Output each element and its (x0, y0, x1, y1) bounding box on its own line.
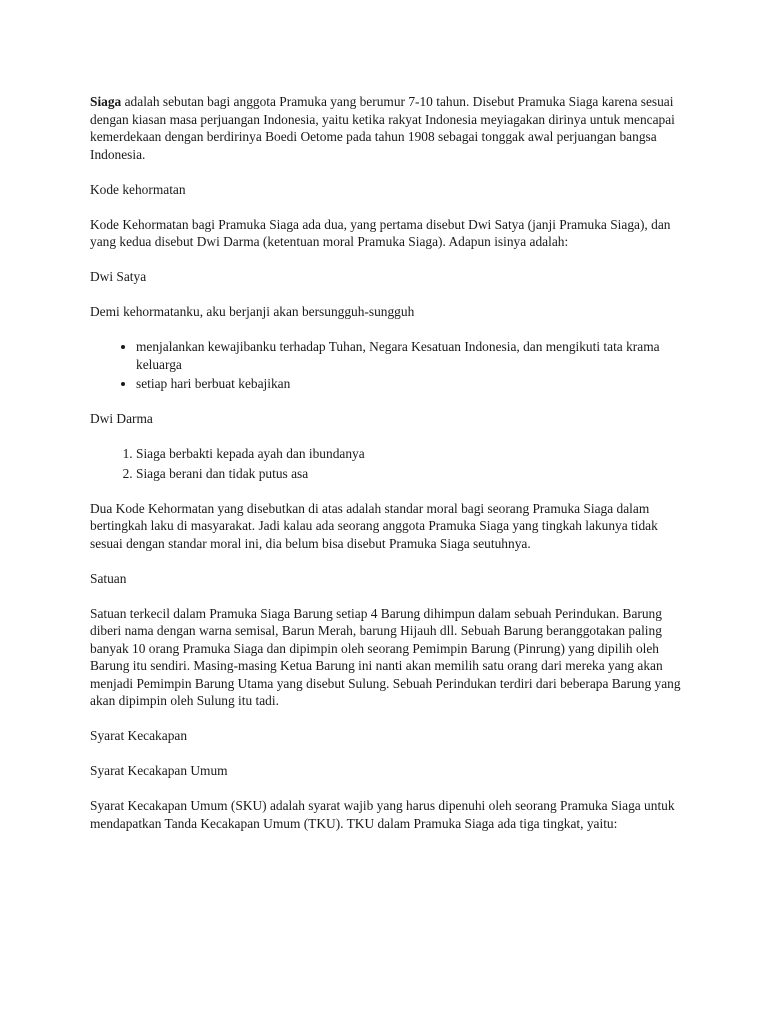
dwi-darma-paragraph: Dua Kode Kehormatan yang disebutkan di atas adalah standar moral bagi seorang Pramuka Siaga dalam bertingkah laku di masyarakat. Jadi kalau ada seorang anggota Pramuka Siaga yang tingkah lakunya tidak sesuai dengan standar moral ini, dia belum bisa disebut Pramuka Siaga seutuhnya. (90, 500, 658, 551)
heading-kode-kehormatan: Kode kehormatan (90, 181, 186, 197)
list-item: • setiap hari berbuat kebajikan (136, 375, 690, 393)
dwi-darma-list (90, 445, 690, 482)
list-item: • menjalankan kewajibanku terhadap Tuhan, Negara Kesatuan Indonesia, dan mengikuti tata krama keluarga (136, 338, 690, 373)
syarat-paragraph: Syarat Kecakapan Umum (SKU) adalah syarat wajib yang harus dipenuhi oleh seorang Pramuka Siaga untuk mendapatkan Tanda Kecakapan Umum (TKU). TKU dalam Pramuka Siaga ada tiga tingkat, yaitu: (90, 798, 675, 831)
heading-satuan: Satuan (90, 570, 127, 586)
intro-term: Siaga (90, 94, 122, 109)
heading-syarat-kecakapan: Syarat Kecakapan (90, 728, 188, 743)
dwi-satya-intro: Demi kehormatanku, aku berjanji akan bersungguh-sungguh (90, 304, 415, 319)
satuan-paragraph: Satuan terkecil dalam Pramuka Siaga Barung setiap 4 Barung dihimpun dalam sebuah Perindukan. Barung diberi nama dengan warna semisal, Barun Merah, barung Hijauh dll. Sebuah Barung beranggotakan paling banyak 10 orang Pramuka Siaga dan dipimpin oleh seorang Pemimpin Barung (Pinrung) yang dipilih oleh Barung itu sendiri. Masing-masing Ketua Barung ini nanti akan memilih satu orang dari mereka yang akan menjadi Pemimpin Barung Utama yang disebut Sulung. Sebuah Perindukan terdiri dari beberapa Barung yang akan dipimpin oleh Sulung itu tadi. (90, 605, 681, 708)
list-item: 2. Siaga berani dan tidak putus asa (136, 465, 690, 483)
intro-text: adalah sebutan bagi anggota Pramuka yang berumur 7-10 tahun. Disebut Pramuka Siaga karena sesuai dengan kiasan masa perjuangan Indonesia, yaitu ketika rakyat Indonesia meyiagakan dirinya untuk mencapai kemerdekaan dengan berdirinya Boedi Oetome pada tahun 1908 sebagai tonggak awal perjuangan bangsa Indonesia. (90, 94, 675, 162)
heading-dwi-satya: Dwi Satya (90, 269, 147, 284)
document-page (90, 93, 690, 850)
list-item: 1. Siaga berbakti kepada ayah dan ibundanya (136, 445, 690, 463)
heading-dwi-darma: Dwi Darma (90, 411, 153, 426)
heading-syarat-kecakapan-umum: Syarat Kecakapan Umum (90, 763, 228, 778)
dwi-satya-list (90, 338, 690, 393)
kode-paragraph: Kode Kehormatan bagi Pramuka Siaga ada dua, yang pertama disebut Dwi Satya (janji Pramuka Siaga), dan yang kedua disebut Dwi Darma (ketentuan moral Pramuka Siaga). Adapun isinya adalah: (90, 216, 671, 249)
intro-paragraph (90, 93, 690, 163)
